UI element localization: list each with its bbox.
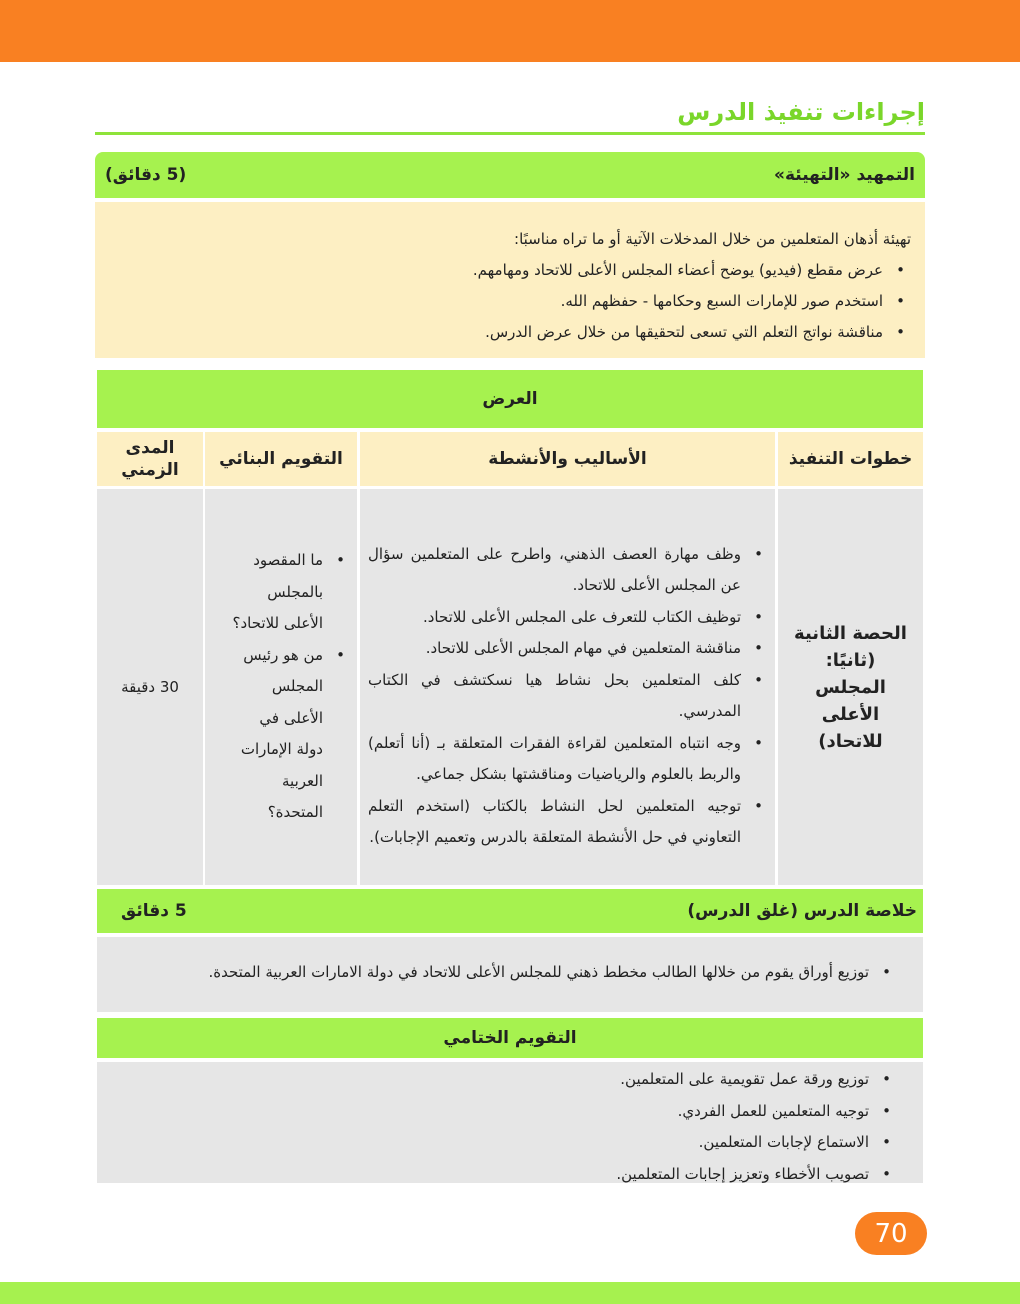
summary-header — [97, 889, 923, 933]
intro-heading: التمهيد «التهيئة» — [774, 165, 915, 185]
final-heading: التقويم الختامي — [443, 1028, 577, 1048]
list-item: • وجه انتباه المتعلمين لقراءة الفقرات المتعلقة بـ (أنا أتعلم) والربط بالعلوم والرياضيات ومناقشتها بشكل جماعي. — [368, 728, 769, 791]
summary-heading: خلاصة الدرس (غلق الدرس) — [687, 901, 917, 921]
formative-cell — [205, 489, 357, 885]
list-item: • كلف المتعلمين بحل نشاط هيا نسكتشف في الكتاب المدرسي. — [368, 665, 769, 728]
page-number: 70 — [855, 1212, 927, 1255]
list-item: • مناقشة نواتج التعلم التي تسعى لتحقيقها من خلال عرض الدرس. — [95, 317, 911, 348]
list-item: • عرض مقطع (فيديو) يوضح أعضاء المجلس الأعلى للاتحاد ومهامهم. — [95, 255, 911, 286]
list-item: • من هو رئيس المجلس الأعلى في دولة الإمارات العربية المتحدة؟ — [229, 640, 351, 829]
list-item: • الاستماع لإجابات المتعلمين. — [97, 1127, 897, 1159]
top-bar — [0, 0, 1020, 62]
column-header: الأساليب والأنشطة — [360, 432, 775, 486]
column-header: خطوات التنفيذ — [778, 432, 923, 486]
page-title: إجراءات تنفيذ الدرس — [677, 98, 925, 126]
summary-duration: 5 دقائق — [121, 901, 187, 921]
column-header: المدى الزمني — [97, 432, 203, 486]
list-item: • توجيه المتعلمين للعمل الفردي. — [97, 1096, 897, 1128]
intro-body — [95, 202, 925, 358]
final-body — [97, 1062, 923, 1183]
intro-header — [95, 152, 925, 198]
presentation-header — [97, 370, 923, 428]
intro-lead: تهيئة أذهان المتعلمين من خلال المدخلات الآتية أو ما تراه مناسبًا: — [514, 230, 911, 248]
list-item: • وظف مهارة العصف الذهني، واطرح على المتعلمين سؤال عن المجلس الأعلى للاتحاد. — [368, 539, 769, 602]
title-underline — [95, 132, 925, 135]
list-item: • توجيه المتعلمين لحل النشاط بالكتاب (استخدم التعلم التعاوني في حل الأنشطة المتعلقة بالدرس وتعميم الإجابات). — [368, 791, 769, 854]
activities-cell — [360, 489, 775, 885]
list-item: • مناقشة المتعلمين في مهام المجلس الأعلى للاتحاد. — [368, 633, 769, 665]
list-item: • توزيع ورقة عمل تقويمية على المتعلمين. — [97, 1064, 897, 1096]
column-header: التقويم البنائي — [205, 432, 357, 486]
time-cell: 30 دقيقة — [97, 489, 203, 885]
bottom-bar — [0, 1282, 1020, 1304]
list-item: • تصويب الأخطاء وتعزيز إجابات المتعلمين. — [97, 1159, 897, 1191]
intro-duration: (5 دقائق) — [105, 165, 187, 185]
step-cell: الحصة الثانية (ثانيًا: المجلس الأعلى للاتحاد) — [778, 489, 923, 885]
final-header — [97, 1018, 923, 1058]
list-item: • توزيع أوراق يقوم من خلالها الطالب مخطط ذهني للمجلس الأعلى للاتحاد في دولة الامارات العربية المتحدة. — [97, 963, 897, 981]
presentation-heading: العرض — [482, 389, 538, 409]
list-item: • توظيف الكتاب للتعرف على المجلس الأعلى للاتحاد. — [368, 602, 769, 634]
list-item: • ما المقصود بالمجلس الأعلى للاتحاد؟ — [229, 545, 351, 640]
summary-body — [97, 937, 923, 1012]
list-item: • استخدم صور للإمارات السبع وحكامها - حفظهم الله. — [95, 286, 911, 317]
